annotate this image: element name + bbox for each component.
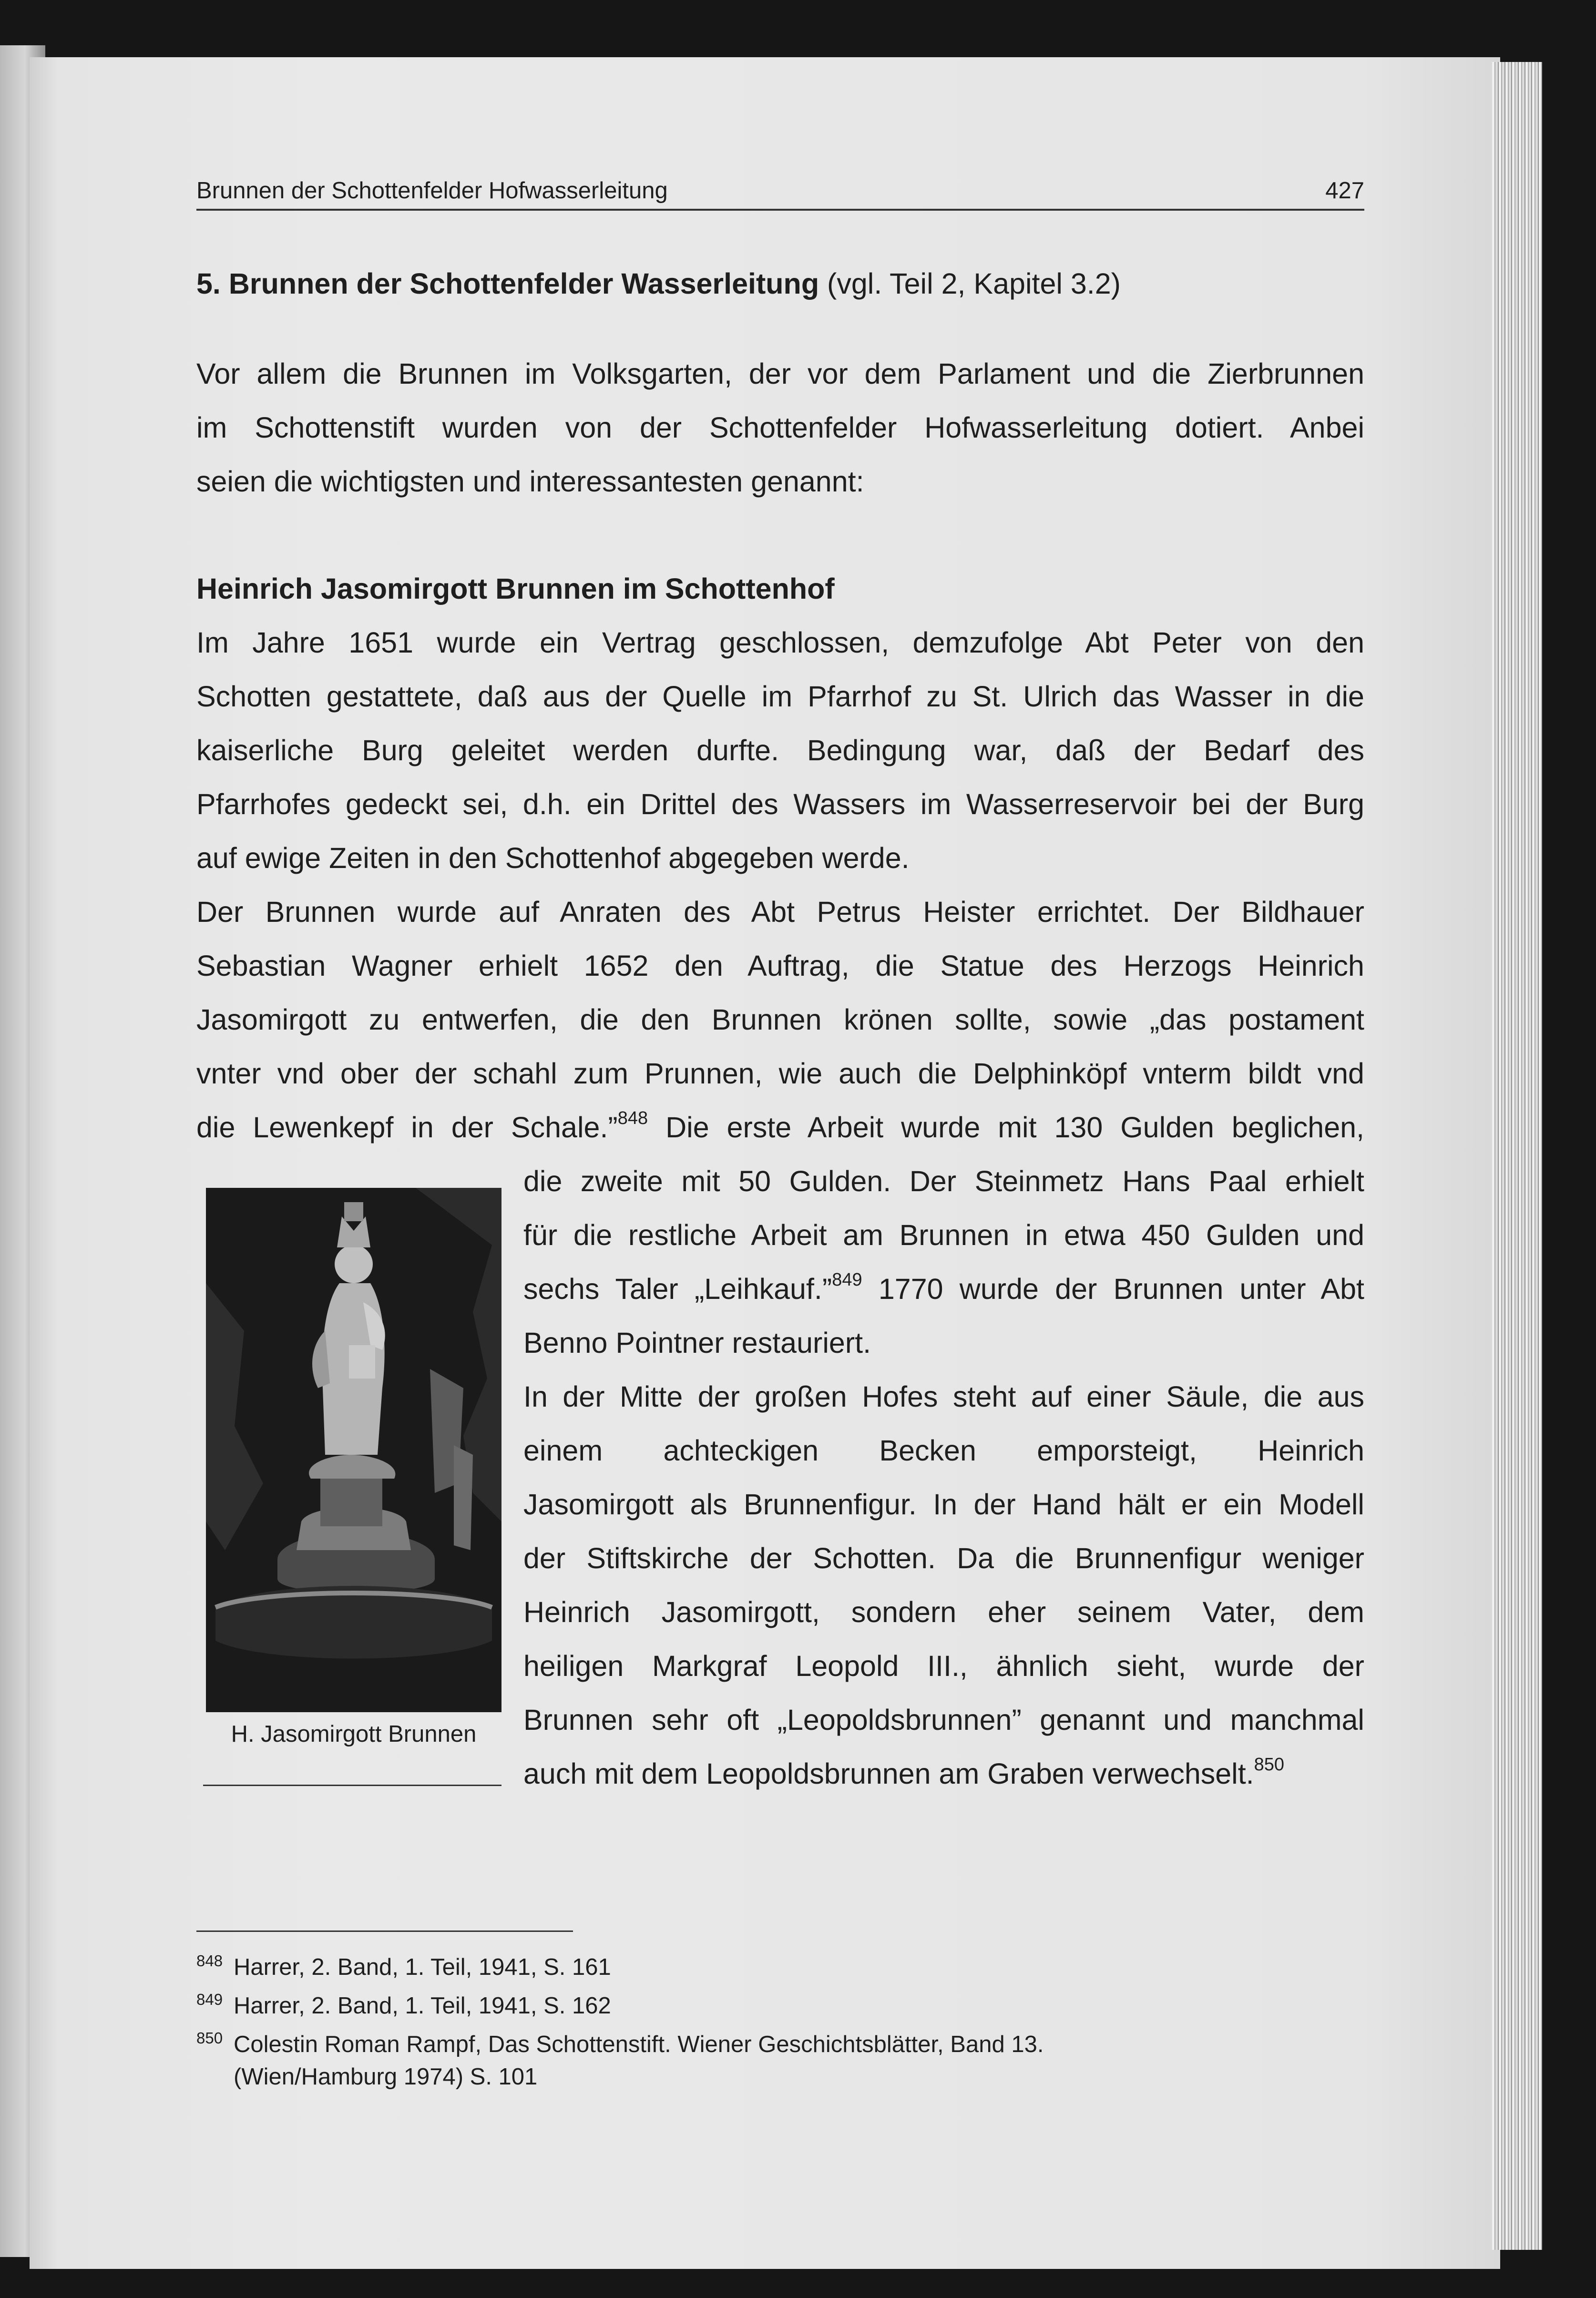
footnote-mark: 848 xyxy=(196,1952,223,1970)
text-line: Jasomirgott als Brunnenfigur. In der Hand hält er ein Modell xyxy=(523,1488,1364,1521)
footnote-text: Harrer, 2. Band, 1. Teil, 1941, S. 162 xyxy=(234,1993,611,2019)
page-stack-edges xyxy=(1492,62,1542,2250)
footnote-848 xyxy=(196,1945,1044,1983)
text-run: Die erste Arbeit wurde mit 130 Gulden beglichen, xyxy=(648,1111,1364,1144)
paragraph-contract xyxy=(196,616,1364,885)
header-title: Brunnen der Schottenfelder Hofwasserleitung xyxy=(196,178,668,204)
text-line: Jasomirgott zu entwerfen, die den Brunnen krönen sollte, sowie „das postament xyxy=(196,1003,1364,1036)
running-header xyxy=(196,175,1364,211)
text-line: Pfarrhofes gedeckt sei, d.h. ein Drittel des Wassers im Wasserreservoir bei der Burg xyxy=(196,788,1364,820)
text-line: Im Jahre 1651 wurde ein Vertrag geschlossen, demzufolge Abt Peter von den xyxy=(196,626,1364,659)
text-line: vnter vnd ober der schahl zum Prunnen, wie auch die Delphinköpf vnterm bildt vnd xyxy=(196,1057,1364,1090)
text-line: seien die wichtigsten und interessantesten genannt: xyxy=(196,465,864,498)
section-title-ref: (vgl. Teil 2, Kapitel 3.2) xyxy=(819,267,1121,300)
page-number: 427 xyxy=(1325,178,1364,204)
fountain-photo xyxy=(206,1188,501,1712)
footnotes xyxy=(196,1945,1044,2093)
caption-rule xyxy=(203,1785,501,1786)
footnote-850-continued xyxy=(196,2061,1044,2093)
text-line xyxy=(196,1101,1364,1154)
text-run: 1770 wurde der Brunnen unter Abt xyxy=(862,1273,1364,1305)
subheading: Heinrich Jasomirgott Brunnen im Schottenhof xyxy=(196,572,835,605)
footnote-text: Harrer, 2. Band, 1. Teil, 1941, S. 161 xyxy=(234,1954,611,1980)
footnote-ref-849[interactable]: 849 xyxy=(832,1270,862,1290)
text-line: Vor allem die Brunnen im Volksgarten, der vor dem Parlament und die Zierbrunnen xyxy=(196,357,1364,390)
footnote-850 xyxy=(196,2022,1044,2061)
footnote-849 xyxy=(196,1983,1044,2022)
text-line: im Schottenstift wurden von der Schottenfelder Hofwasserleitung dotiert. Anbei xyxy=(196,411,1364,444)
text-line: Schotten gestattete, daß aus der Quelle im Pfarrhof zu St. Ulrich das Wasser in die xyxy=(196,680,1364,713)
figure-caption: H. Jasomirgott Brunnen xyxy=(231,1721,477,1747)
intro-paragraph xyxy=(196,347,1364,509)
text-line: Benno Pointner restauriert. xyxy=(523,1327,871,1359)
text-line: In der Mitte der großen Hofes steht auf einer Säule, die aus xyxy=(523,1380,1364,1413)
section-title xyxy=(196,267,1121,300)
paragraph-description xyxy=(523,1370,1364,1801)
text-line: einem achteckigen Becken emporsteigt, Heinrich xyxy=(523,1434,1364,1467)
footnote-separator xyxy=(196,1930,573,1932)
text-line: kaiserliche Burg geleitet werden durfte. Bedingung war, daß der Bedarf des xyxy=(196,734,1364,766)
text-run: auch mit dem Leopoldsbrunnen am Graben verwechselt. xyxy=(523,1757,1254,1790)
footnote-text: (Wien/Hamburg 1974) S. 101 xyxy=(234,2064,538,2090)
paragraph-construction-continued xyxy=(523,1154,1364,1370)
text-line: Sebastian Wagner erhielt 1652 den Auftrag, die Statue des Herzogs Heinrich xyxy=(196,950,1364,982)
footnote-mark: 849 xyxy=(196,1991,223,2008)
footnote-ref-850[interactable]: 850 xyxy=(1254,1755,1285,1775)
text-line: heiligen Markgraf Leopold III., ähnlich sieht, wurde der xyxy=(523,1650,1364,1682)
text-line xyxy=(523,1747,1364,1801)
text-line: die zweite mit 50 Gulden. Der Steinmetz Hans Paal erhielt xyxy=(523,1165,1364,1197)
text-line: der Stiftskirche der Schotten. Da die Brunnenfigur weniger xyxy=(523,1542,1364,1574)
text-line xyxy=(523,1262,1364,1316)
text-line: Der Brunnen wurde auf Anraten des Abt Petrus Heister errichtet. Der Bildhauer xyxy=(196,896,1364,928)
text-run: sechs Taler „Leihkauf.” xyxy=(523,1273,832,1305)
text-line: Heinrich Jasomirgott, sondern eher seinem Vater, dem xyxy=(523,1596,1364,1628)
footnote-text: Colestin Roman Rampf, Das Schottenstift. Wiener Geschichtsblätter, Band 13. xyxy=(234,2032,1044,2057)
text-line: auf ewige Zeiten in den Schottenhof abgegeben werde. xyxy=(196,842,910,874)
text-line: Brunnen sehr oft „Leopoldsbrunnen” genannt und manchmal xyxy=(523,1704,1364,1736)
section-title-bold: 5. Brunnen der Schottenfelder Wasserleitung xyxy=(196,267,819,300)
paragraph-construction xyxy=(196,885,1364,1154)
text-run: die Lewenkepf in der Schale.” xyxy=(196,1111,618,1144)
footnote-mark: 850 xyxy=(196,2029,223,2047)
text-line: für die restliche Arbeit am Brunnen in etwa 450 Gulden und xyxy=(523,1219,1364,1251)
footnote-ref-848[interactable]: 848 xyxy=(617,1108,648,1128)
